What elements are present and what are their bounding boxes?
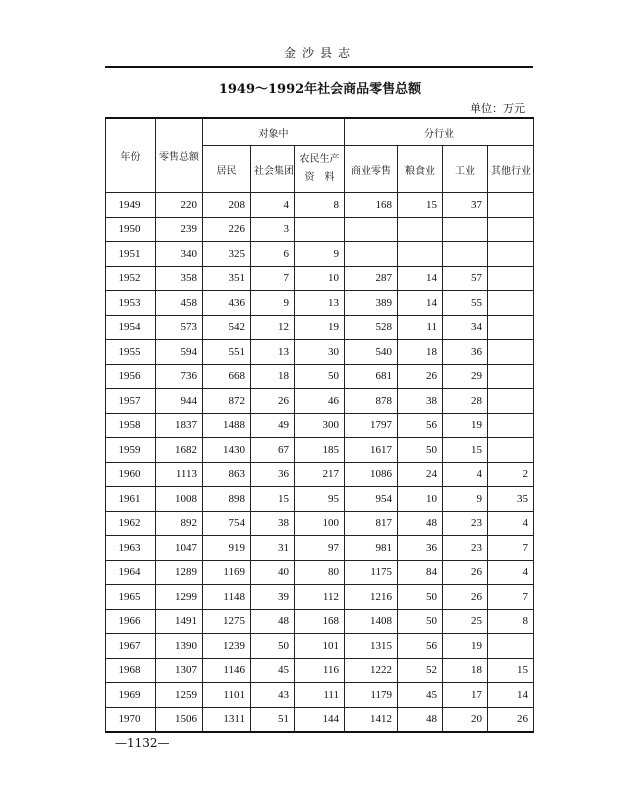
cell-residents: 542	[203, 315, 251, 340]
cell-commerce: 540	[345, 340, 398, 365]
cell-grain: 56	[398, 413, 443, 438]
cell-grain	[398, 217, 443, 242]
cell-year: 1955	[106, 340, 156, 365]
cell-social: 48	[251, 609, 295, 634]
cell-grain: 84	[398, 560, 443, 585]
table-row	[106, 487, 534, 512]
cell-residents: 1311	[203, 707, 251, 732]
cell-industry: 17	[443, 683, 488, 708]
cell-residents: 1275	[203, 609, 251, 634]
cell-other: 14	[488, 683, 534, 708]
cell-total: 1506	[156, 707, 203, 732]
cell-industry: 20	[443, 707, 488, 732]
cell-other: 4	[488, 511, 534, 536]
cell-social: 50	[251, 634, 295, 659]
cell-industry: 19	[443, 413, 488, 438]
table-row	[106, 609, 534, 634]
cell-farm: 111	[295, 683, 345, 708]
cell-farm	[295, 217, 345, 242]
header-farm-means-line1: 农民生产	[299, 154, 340, 165]
cell-farm: 8	[295, 193, 345, 218]
table-row	[106, 413, 534, 438]
cell-year: 1964	[106, 560, 156, 585]
header-farm-means	[295, 146, 345, 193]
cell-commerce: 1222	[345, 658, 398, 683]
cell-grain: 14	[398, 266, 443, 291]
cell-commerce: 1408	[345, 609, 398, 634]
cell-farm: 30	[295, 340, 345, 365]
cell-commerce: 168	[345, 193, 398, 218]
table-row	[106, 634, 534, 659]
cell-residents: 226	[203, 217, 251, 242]
cell-commerce: 1175	[345, 560, 398, 585]
table-row	[106, 683, 534, 708]
cell-commerce: 878	[345, 389, 398, 414]
cell-year: 1959	[106, 438, 156, 463]
cell-total: 358	[156, 266, 203, 291]
cell-commerce: 287	[345, 266, 398, 291]
cell-year: 1954	[106, 315, 156, 340]
header-industry: 工业	[443, 146, 488, 193]
cell-commerce: 528	[345, 315, 398, 340]
header-farm-means-line2: 资 料	[304, 172, 335, 183]
cell-other: 4	[488, 560, 534, 585]
cell-industry: 29	[443, 364, 488, 389]
cell-grain: 50	[398, 438, 443, 463]
table-row	[106, 536, 534, 561]
cell-residents: 551	[203, 340, 251, 365]
cell-commerce: 389	[345, 291, 398, 316]
cell-residents: 1101	[203, 683, 251, 708]
cell-year: 1952	[106, 266, 156, 291]
table-row	[106, 364, 534, 389]
cell-farm: 116	[295, 658, 345, 683]
running-head: 金沙县志	[283, 46, 356, 60]
cell-year: 1950	[106, 217, 156, 242]
cell-total: 594	[156, 340, 203, 365]
page-number: —1132—	[115, 736, 170, 750]
cell-industry: 18	[443, 658, 488, 683]
cell-grain: 36	[398, 536, 443, 561]
cell-other	[488, 193, 534, 218]
cell-other: 8	[488, 609, 534, 634]
cell-other: 15	[488, 658, 534, 683]
cell-social: 26	[251, 389, 295, 414]
cell-social: 7	[251, 266, 295, 291]
table-row	[106, 291, 534, 316]
cell-social: 43	[251, 683, 295, 708]
cell-farm: 217	[295, 462, 345, 487]
table-row	[106, 266, 534, 291]
cell-grain: 18	[398, 340, 443, 365]
cell-total: 1299	[156, 585, 203, 610]
cell-commerce	[345, 217, 398, 242]
cell-year: 1953	[106, 291, 156, 316]
cell-commerce: 1797	[345, 413, 398, 438]
cell-industry	[443, 242, 488, 267]
cell-farm: 50	[295, 364, 345, 389]
cell-total: 220	[156, 193, 203, 218]
cell-grain: 14	[398, 291, 443, 316]
cell-grain	[398, 242, 443, 267]
cell-social: 38	[251, 511, 295, 536]
cell-social: 39	[251, 585, 295, 610]
cell-industry: 26	[443, 585, 488, 610]
cell-residents: 1430	[203, 438, 251, 463]
cell-social: 40	[251, 560, 295, 585]
table-row	[106, 340, 534, 365]
header-other: 其他行业	[488, 146, 534, 193]
cell-residents: 208	[203, 193, 251, 218]
cell-commerce: 1086	[345, 462, 398, 487]
cell-residents: 351	[203, 266, 251, 291]
cell-social: 13	[251, 340, 295, 365]
cell-industry: 36	[443, 340, 488, 365]
cell-commerce: 1315	[345, 634, 398, 659]
cell-commerce: 954	[345, 487, 398, 512]
cell-grain: 45	[398, 683, 443, 708]
cell-grain: 52	[398, 658, 443, 683]
cell-grain: 11	[398, 315, 443, 340]
cell-residents: 919	[203, 536, 251, 561]
header-residents: 居民	[203, 146, 251, 193]
cell-farm: 10	[295, 266, 345, 291]
cell-industry: 28	[443, 389, 488, 414]
cell-commerce: 1412	[345, 707, 398, 732]
header-social-groups: 社会集团	[251, 146, 295, 193]
cell-social: 36	[251, 462, 295, 487]
cell-total: 1289	[156, 560, 203, 585]
header-commerce: 商业零售	[345, 146, 398, 193]
cell-residents: 863	[203, 462, 251, 487]
cell-grain: 50	[398, 609, 443, 634]
cell-commerce: 1179	[345, 683, 398, 708]
cell-residents: 1146	[203, 658, 251, 683]
cell-total: 944	[156, 389, 203, 414]
cell-residents: 1488	[203, 413, 251, 438]
cell-farm: 80	[295, 560, 345, 585]
cell-residents: 1148	[203, 585, 251, 610]
cell-year: 1965	[106, 585, 156, 610]
cell-industry: 9	[443, 487, 488, 512]
cell-industry: 34	[443, 315, 488, 340]
cell-year: 1968	[106, 658, 156, 683]
table-row	[106, 193, 534, 218]
cell-residents: 1169	[203, 560, 251, 585]
cell-farm: 13	[295, 291, 345, 316]
cell-farm: 101	[295, 634, 345, 659]
cell-industry: 26	[443, 560, 488, 585]
cell-total: 573	[156, 315, 203, 340]
cell-year: 1963	[106, 536, 156, 561]
cell-total: 458	[156, 291, 203, 316]
cell-residents: 1239	[203, 634, 251, 659]
unit-label: 单位：万元	[470, 102, 525, 115]
cell-commerce: 817	[345, 511, 398, 536]
cell-farm: 97	[295, 536, 345, 561]
cell-total: 892	[156, 511, 203, 536]
cell-other	[488, 217, 534, 242]
cell-farm: 19	[295, 315, 345, 340]
cell-year: 1961	[106, 487, 156, 512]
table-row	[106, 242, 534, 267]
cell-year: 1958	[106, 413, 156, 438]
cell-residents: 872	[203, 389, 251, 414]
cell-other	[488, 389, 534, 414]
cell-other: 35	[488, 487, 534, 512]
cell-residents: 325	[203, 242, 251, 267]
cell-commerce: 1617	[345, 438, 398, 463]
cell-commerce: 1216	[345, 585, 398, 610]
cell-other	[488, 438, 534, 463]
cell-grain: 48	[398, 707, 443, 732]
cell-year: 1967	[106, 634, 156, 659]
cell-year: 1969	[106, 683, 156, 708]
cell-industry: 23	[443, 536, 488, 561]
header-grain: 粮食业	[398, 146, 443, 193]
table-body	[106, 193, 534, 733]
cell-grain: 10	[398, 487, 443, 512]
cell-other	[488, 242, 534, 267]
cell-social: 6	[251, 242, 295, 267]
cell-farm: 185	[295, 438, 345, 463]
cell-year: 1949	[106, 193, 156, 218]
cell-other	[488, 340, 534, 365]
cell-social: 51	[251, 707, 295, 732]
header-rule	[105, 66, 533, 68]
cell-social: 31	[251, 536, 295, 561]
cell-grain: 50	[398, 585, 443, 610]
cell-industry: 4	[443, 462, 488, 487]
cell-grain: 24	[398, 462, 443, 487]
cell-social: 4	[251, 193, 295, 218]
cell-commerce: 681	[345, 364, 398, 389]
cell-social: 12	[251, 315, 295, 340]
header-group-industry: 分行业	[345, 118, 534, 146]
cell-social: 3	[251, 217, 295, 242]
cell-industry: 25	[443, 609, 488, 634]
table-row	[106, 462, 534, 487]
header-group-object: 对象中	[203, 118, 345, 146]
cell-total: 1491	[156, 609, 203, 634]
cell-other: 26	[488, 707, 534, 732]
cell-year: 1957	[106, 389, 156, 414]
cell-total: 1682	[156, 438, 203, 463]
cell-grain: 48	[398, 511, 443, 536]
cell-other	[488, 266, 534, 291]
cell-other	[488, 413, 534, 438]
cell-residents: 436	[203, 291, 251, 316]
cell-social: 18	[251, 364, 295, 389]
cell-industry	[443, 217, 488, 242]
cell-residents: 898	[203, 487, 251, 512]
cell-social: 15	[251, 487, 295, 512]
cell-total: 239	[156, 217, 203, 242]
cell-farm: 168	[295, 609, 345, 634]
cell-total: 1008	[156, 487, 203, 512]
cell-commerce	[345, 242, 398, 267]
cell-grain: 15	[398, 193, 443, 218]
cell-total: 340	[156, 242, 203, 267]
cell-social: 9	[251, 291, 295, 316]
header-total: 零售总额	[156, 118, 203, 193]
cell-year: 1951	[106, 242, 156, 267]
cell-residents: 668	[203, 364, 251, 389]
cell-residents: 754	[203, 511, 251, 536]
retail-sales-table	[105, 117, 534, 733]
cell-farm: 95	[295, 487, 345, 512]
cell-year: 1966	[106, 609, 156, 634]
cell-other	[488, 364, 534, 389]
cell-farm: 144	[295, 707, 345, 732]
cell-industry: 55	[443, 291, 488, 316]
cell-social: 45	[251, 658, 295, 683]
cell-farm: 9	[295, 242, 345, 267]
cell-farm: 46	[295, 389, 345, 414]
cell-other: 7	[488, 585, 534, 610]
cell-farm: 300	[295, 413, 345, 438]
table-row	[106, 707, 534, 732]
table-row	[106, 315, 534, 340]
cell-year: 1960	[106, 462, 156, 487]
cell-total: 736	[156, 364, 203, 389]
cell-commerce: 981	[345, 536, 398, 561]
cell-social: 67	[251, 438, 295, 463]
cell-farm: 112	[295, 585, 345, 610]
cell-other: 7	[488, 536, 534, 561]
cell-grain: 38	[398, 389, 443, 414]
table-row	[106, 560, 534, 585]
cell-total: 1307	[156, 658, 203, 683]
table-row	[106, 658, 534, 683]
cell-total: 1837	[156, 413, 203, 438]
cell-year: 1956	[106, 364, 156, 389]
table-row	[106, 585, 534, 610]
cell-total: 1259	[156, 683, 203, 708]
cell-other	[488, 291, 534, 316]
cell-other	[488, 315, 534, 340]
header-year: 年份	[106, 118, 156, 193]
cell-grain: 56	[398, 634, 443, 659]
table-row	[106, 389, 534, 414]
cell-total: 1047	[156, 536, 203, 561]
table-row	[106, 438, 534, 463]
cell-total: 1113	[156, 462, 203, 487]
cell-industry: 19	[443, 634, 488, 659]
cell-year: 1962	[106, 511, 156, 536]
cell-farm: 100	[295, 511, 345, 536]
cell-industry: 37	[443, 193, 488, 218]
cell-other	[488, 634, 534, 659]
cell-industry: 15	[443, 438, 488, 463]
table-row	[106, 217, 534, 242]
cell-grain: 26	[398, 364, 443, 389]
cell-industry: 57	[443, 266, 488, 291]
cell-total: 1390	[156, 634, 203, 659]
cell-other: 2	[488, 462, 534, 487]
cell-industry: 23	[443, 511, 488, 536]
table-row	[106, 511, 534, 536]
table-title: 1949～1992年社会商品零售总额	[218, 82, 422, 97]
cell-social: 49	[251, 413, 295, 438]
cell-year: 1970	[106, 707, 156, 732]
